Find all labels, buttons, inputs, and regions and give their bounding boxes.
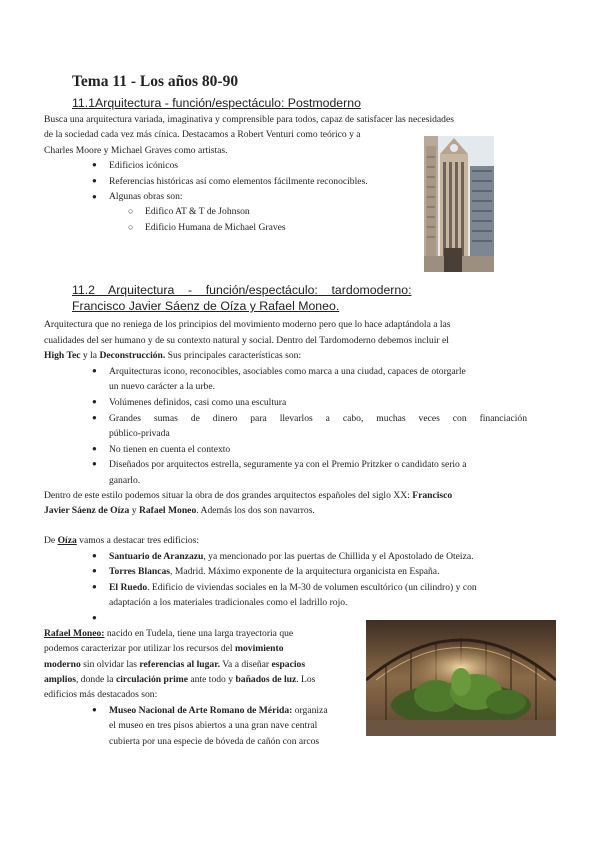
text-span: podemos caracterizar por utilizar los recursos del: [44, 643, 235, 654]
s2-paragraph-line: Arquitectura que no reniega de los principios del movimiento moderno pero que lo hace adaptándola a las: [44, 319, 451, 330]
s2-bullet: No tienen en cuenta el contexto: [109, 444, 231, 455]
text-span: , ya mencionado por las puertas de Chillida y el Apostolado de Oteiza.: [203, 551, 474, 562]
moneo-item-cont: el museo en tres pisos abiertos a una gran nave central: [109, 720, 318, 731]
circle-bullet-icon: ○: [128, 222, 134, 232]
bullet-dot-icon: ●: [92, 551, 97, 560]
bullet-dot-icon: ●: [92, 582, 97, 591]
s1-bullet: Edificios icónicos: [109, 160, 179, 171]
text-span: Sus principales características son:: [165, 350, 302, 361]
s1-paragraph-line: Charles Moore y Michael Graves como artistas.: [44, 145, 228, 156]
bullet-dot-icon: ●: [92, 397, 97, 406]
text-span: ante todo y: [188, 674, 236, 685]
key-term: moderno: [44, 659, 81, 670]
text-span: y la: [80, 350, 100, 361]
bullet-dot-icon: ●: [92, 705, 97, 714]
text-span: vamos a destacar tres edificios:: [76, 535, 200, 546]
bullet-dot-icon: ●: [92, 444, 97, 453]
key-term: espacios: [271, 659, 306, 670]
bullet-dot-icon: ●: [92, 160, 97, 169]
s2-paragraph-line: [44, 348, 556, 364]
architect-name: Francisco: [412, 490, 453, 501]
text-span: . Edificio de viviendas sociales en la M-30 de volumen escultórico (un cilindro) y con: [147, 582, 477, 593]
key-term: bañados de luz: [235, 674, 297, 685]
section-heading-11-1: 11.1Arquitectura - función/espectáculo: Postmoderno: [72, 96, 361, 110]
building-name: Museo Nacional de Arte Romano de Mérida:: [109, 705, 293, 716]
page-title: Tema 11 - Los años 80-90: [72, 73, 239, 90]
s2-bullet: Volúmenes definidos, casi como una escultura: [109, 397, 287, 408]
text-span: sin olvidar las: [80, 659, 140, 670]
s1-subbullet: Edifico AT & T de Johnson: [145, 206, 250, 217]
bullet-dot-icon: ●: [92, 192, 97, 201]
building-name: Torres Blancas: [109, 566, 171, 577]
moneo-line: [44, 641, 356, 657]
key-term: movimiento: [235, 643, 284, 654]
moneo-item-cont: cubierta por una especie de bóveda de cañón con arcos: [109, 736, 320, 747]
s1-bullet: Referencias históricas así como elementos fácilmente reconocibles.: [109, 176, 368, 187]
moneo-line: [44, 657, 356, 673]
oiza-item: [109, 580, 477, 596]
atocha-station-photo: [366, 620, 556, 736]
text-span: . Los: [296, 674, 316, 685]
bullet-dot-icon: ●: [92, 459, 97, 468]
high-tec-term: High Tec: [44, 350, 81, 361]
text-span: , donde la: [76, 674, 116, 685]
text-span: nacido en Tudela, tiene una larga trayectoria que: [104, 628, 294, 639]
s1-bullet: Algunas obras son:: [109, 191, 183, 202]
s2-bullet: Diseñados por arquitectos estrella, seguramente ya con el Premio Pritzker o candidato serio a: [109, 459, 467, 470]
s1-paragraph-line: de la sociedad cada vez más cínica. Destacamos a Robert Venturi como teórico y a: [44, 129, 361, 140]
bullet-dot-icon: ●: [92, 413, 97, 422]
building-name: El Ruedo: [109, 582, 148, 593]
key-term: referencias al lugar.: [139, 659, 220, 670]
bullet-dot-icon: ●: [92, 366, 97, 375]
moneo-line: [44, 672, 356, 688]
text-span: organiza: [292, 705, 328, 716]
s2-bullet-cont: ganarlo.: [109, 475, 141, 486]
oiza-name: Oíza: [57, 535, 77, 546]
bullet-dot-icon: ●: [92, 613, 97, 622]
oiza-item: [109, 549, 474, 565]
bullet-dot-icon: ●: [92, 566, 97, 575]
building-name: Santuario de Aranzazu: [109, 551, 204, 562]
text-span: De: [44, 535, 58, 546]
moneo-item: [109, 703, 359, 719]
moneo-line: [44, 626, 356, 642]
key-term: circulación prime: [115, 674, 188, 685]
s2-bullet: Grandes sumas de dinero para llevarlos a cabo, muchas veces con financiación: [109, 413, 527, 424]
key-term: amplios: [44, 674, 76, 685]
text-span: y: [129, 505, 139, 516]
s2-bullet: Arquitecturas icono, reconocibles, asociables como marca a una ciudad, capaces de otorgarle: [109, 366, 466, 377]
text-span: . Además los dos son navarros.: [196, 505, 315, 516]
s2-paragraph-line: [44, 488, 556, 504]
oiza-item: [109, 564, 439, 580]
s2-paragraph-line: cualidades del ser humano y de su contexto natural y social. Dentro del Tardomoderno debemos incluir el: [44, 335, 449, 346]
bullet-dot-icon: ●: [92, 176, 97, 185]
architect-name: Javier Sáenz de Oíza: [44, 505, 130, 516]
skyscraper-photo: [424, 136, 494, 272]
circle-bullet-icon: ○: [128, 206, 134, 216]
s2-bullet-cont: un nuevo carácter a la urbe.: [109, 381, 216, 392]
s2-bullet-cont: público-privada: [109, 428, 170, 439]
s2-paragraph-line: [44, 503, 556, 519]
s1-subbullet: Edificio Humana de Michael Graves: [145, 222, 286, 233]
deconstruccion-term: Deconstrucción.: [99, 350, 166, 361]
architect-name: Rafael Moneo: [138, 505, 197, 516]
text-span: Va a diseñar: [219, 659, 272, 670]
oiza-intro: [44, 533, 199, 549]
s1-paragraph-line: Busca una arquitectura variada, imaginativa y comprensible para todos, capaz de satisfacer las necesidades: [44, 114, 454, 125]
section-heading-11-2-line2: Francisco Javier Sáenz de Oíza y Rafael Moneo.: [72, 299, 340, 313]
oiza-item-cont: adaptación a los materiales tradicionales como el ladrillo rojo.: [109, 597, 348, 608]
text-span: Dentro de este estilo podemos situar la obra de dos grandes arquitectos españoles del siglo XX:: [44, 490, 413, 501]
text-span: , Madrid. Máximo exponente de la arquitectura organicista en España.: [170, 566, 440, 577]
section-heading-11-2: 11.2 Arquitectura - función/espectáculo: tardomoderno:: [72, 283, 412, 297]
moneo-line: edificios más destacados son:: [44, 689, 158, 700]
moneo-name: Rafael Moneo:: [44, 628, 105, 639]
